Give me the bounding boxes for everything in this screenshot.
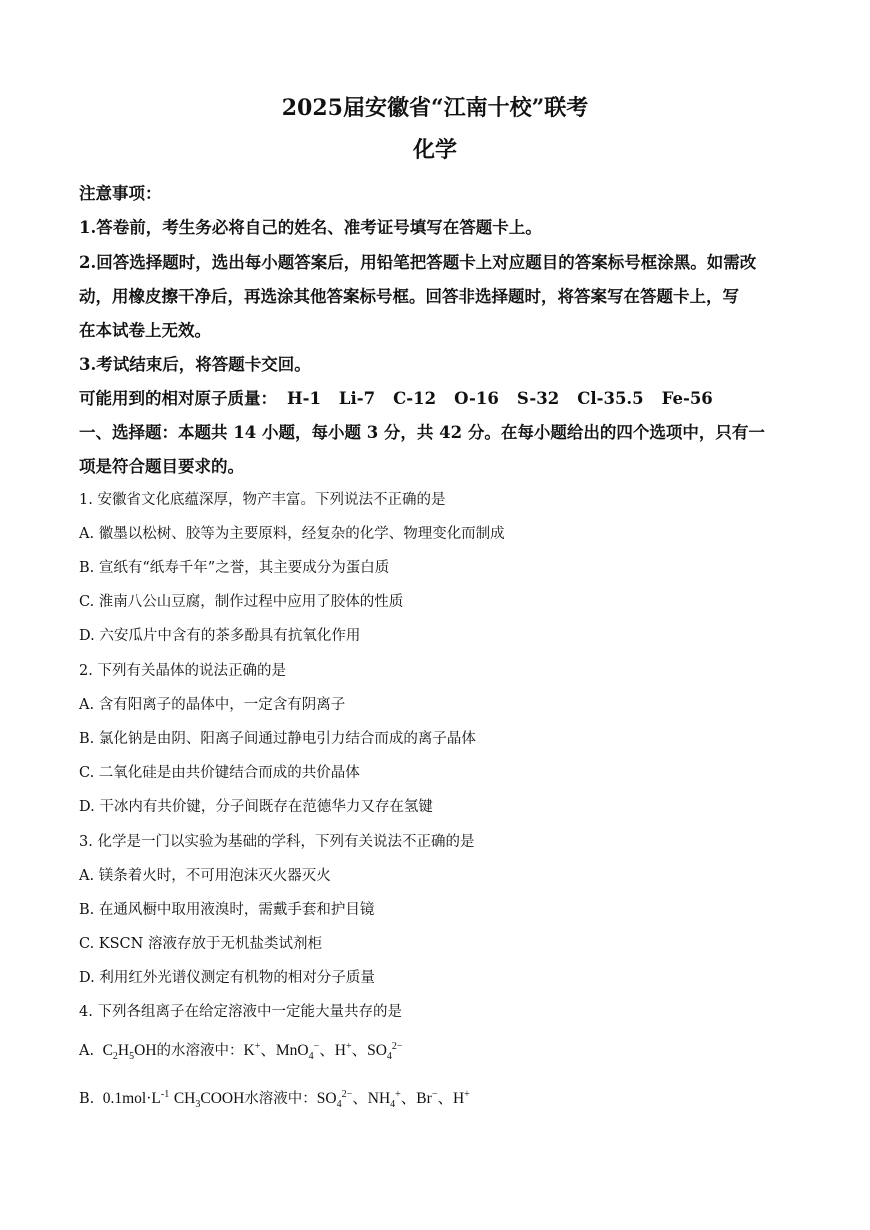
option-b-text: 水溶液中： bbox=[244, 1091, 317, 1107]
option-a-text: 的水溶液中： bbox=[156, 1043, 244, 1059]
question-4-option-a bbox=[79, 1038, 798, 1062]
atomic-mass-line bbox=[79, 385, 798, 409]
question-3-option-a: A. 镁条着火时，不可用泡沫灭火器灭火 bbox=[79, 868, 331, 884]
question-3-stem: 3. 化学是一门以实验为基础的学科，下列有关说法不正确的是 bbox=[79, 834, 475, 850]
question-2-option-a: A. 含有阳离子的晶体中，一定含有阴离子 bbox=[79, 697, 346, 713]
option-a-label: A. bbox=[79, 1043, 95, 1059]
notice-item-2-line-2: 动，用橡皮擦干净后，再选涂其他答案标号框。回答非选择题时，将答案写在答题卡上，写 bbox=[79, 287, 739, 306]
atomic-mass-item: S-32 bbox=[516, 389, 560, 408]
question-2-option-d: D. 干冰内有共价键，分子间既存在范德华力又存在氢键 bbox=[79, 799, 433, 815]
exam-subject: 化学 bbox=[412, 137, 457, 163]
notice-item-3: 3.考试结束后，将答题卡交回。 bbox=[79, 355, 311, 374]
question-3-option-d: D. 利用红外光谱仪测定有机物的相对分子质量 bbox=[79, 970, 375, 986]
question-1-option-b: B. 宣纸有“纸寿千年”之誉，其主要成分为蛋白质 bbox=[79, 560, 390, 576]
notice-item-2-line-3: 在本试卷上无效。 bbox=[79, 321, 211, 340]
question-3-option-c: C. KSCN 溶液存放于无机盐类试剂柜 bbox=[79, 936, 322, 952]
question-2-stem: 2. 下列有关晶体的说法正确的是 bbox=[79, 663, 286, 679]
question-1-option-d: D. 六安瓜片中含有的茶多酚具有抗氧化作用 bbox=[79, 628, 361, 644]
question-4-stem: 4. 下列各组离子在给定溶液中一定能大量共存的是 bbox=[79, 1004, 402, 1020]
atomic-mass-item: Li-7 bbox=[338, 389, 376, 408]
ethanol-formula: $C_2H_5OH$ bbox=[98, 1042, 157, 1063]
section-1-line-2: 项是符合题目要求的。 bbox=[79, 457, 244, 476]
acetic-acid-formula: $CH_3COOH$ bbox=[173, 1090, 245, 1111]
section-1-line-1: 一、选择题：本题共 14 小题，每小题 3 分，共 42 分。在每小题给出的四个选项中，只有一 bbox=[79, 423, 765, 442]
question-1-option-a: A. 徽墨以松树、胶等为主要原料，经复杂的化学、物理变化而制成 bbox=[79, 526, 505, 542]
exam-title: 2025届安徽省“江南十校”联考 bbox=[281, 95, 589, 121]
atomic-mass-item: C-12 bbox=[393, 389, 437, 408]
question-1-stem: 1. 安徽省文化底蕴深厚，物产丰富。下列说法不正确的是 bbox=[79, 492, 446, 508]
option-b-label: B. bbox=[79, 1091, 95, 1107]
question-2-option-c: C. 二氧化硅是由共价键结合而成的共价晶体 bbox=[79, 765, 360, 781]
atomic-mass-label: 可能用到的相对原子质量： bbox=[79, 389, 277, 408]
notice-item-1: 1.答卷前，考生务必将自己的姓名、准考证号填写在答题卡上。 bbox=[79, 218, 542, 237]
question-2-option-b: B. 氯化钠是由阴、阳离子间通过静电引力结合而成的离子晶体 bbox=[79, 731, 476, 747]
notice-heading: 注意事项： bbox=[79, 184, 162, 203]
atomic-mass-item: H-1 bbox=[287, 389, 321, 408]
question-3-option-b: B. 在通风橱中取用液溴时，需戴手套和护目镜 bbox=[79, 902, 375, 918]
ion-list-b: $SO_4^{2-}$、$NH_4^+$、Br−、H+ bbox=[316, 1088, 470, 1111]
notice-item-2-line-1: 2.回答选择题时，选出每小题答案后，用铅笔把答题卡上对应题目的答案标号框涂黑。如需改 bbox=[79, 253, 757, 272]
ion-list-a: K+、MnO$_4$−、H+、$SO_4^{2-}$ bbox=[243, 1040, 403, 1063]
concentration: $0.1mol\cdot L^{-1}$ bbox=[102, 1088, 170, 1107]
atomic-mass-item: Cl-35.5 bbox=[577, 389, 644, 408]
question-4-option-b bbox=[79, 1086, 798, 1110]
atomic-mass-item: Fe-56 bbox=[661, 389, 713, 408]
atomic-mass-item: O-16 bbox=[454, 389, 499, 408]
question-1-option-c: C. 淮南八公山豆腐，制作过程中应用了胶体的性质 bbox=[79, 594, 404, 610]
